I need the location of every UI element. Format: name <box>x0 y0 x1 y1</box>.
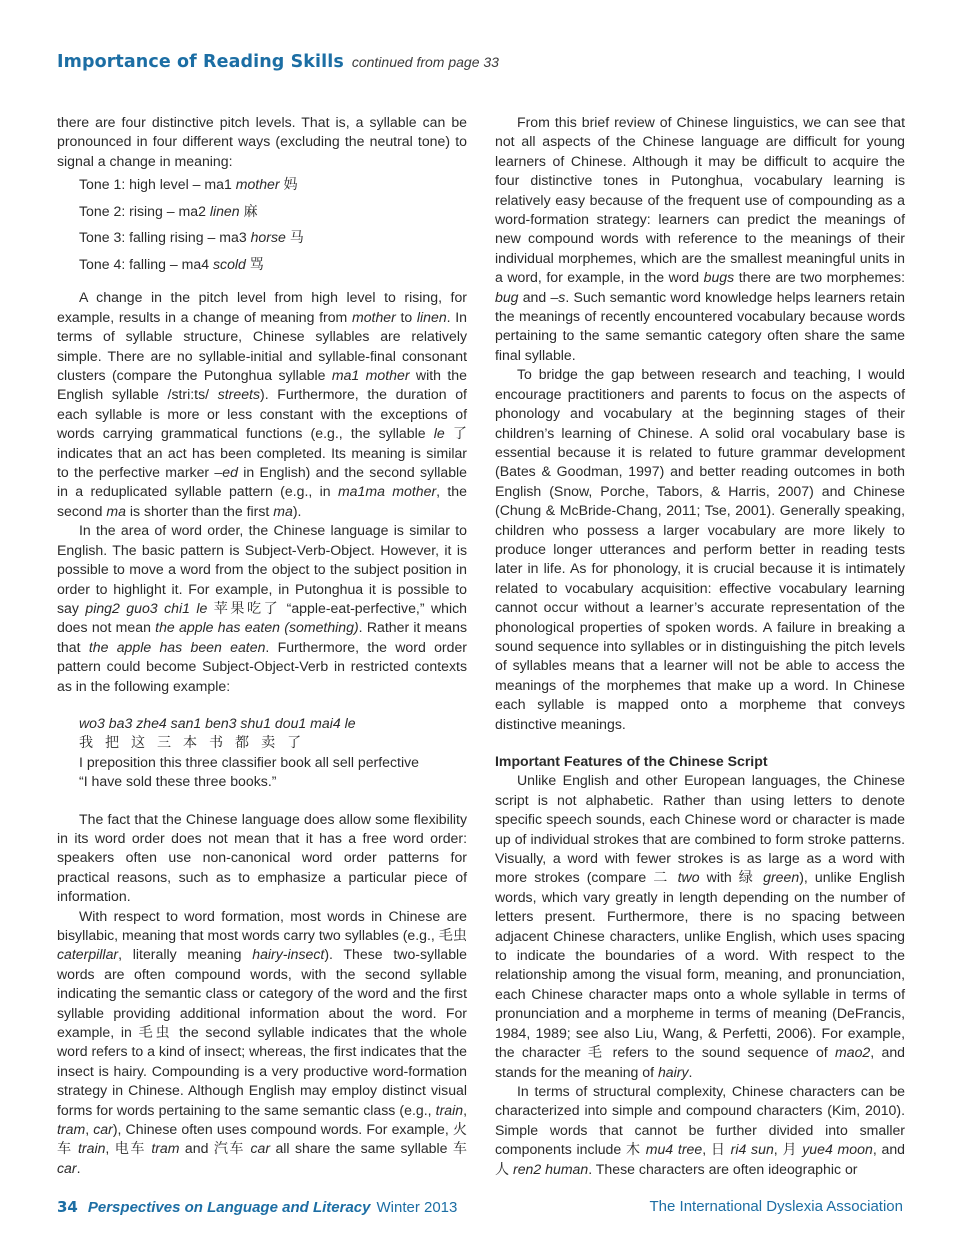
tone-list <box>57 175 467 274</box>
paragraph-bridge: To bridge the gap between research and teaching, I would encourage practitioners and parents to focus on the aspects of phonology and vocabulary at the beginning stages of their children’s learning of Chinese. A solid oral vocabulary base is essential because it is related to future grammar development (Bates & Goodman, 1997) and better reading outcomes in both English (Snow, Porche, Tabors, & Harris, 2007) and Chinese (Chung & McBride-Chang, 2011; Tse, 2001). Generally speaking, children who possess a larger vocabulary are more likely to produce longer utterances and perform better in reading tests later in life. As for phonology, it is crucial because it is intimately related to vocabulary acquisition: effective vocabulary learning cannot occur without a learner’s accurate representation of the phonological properties of spoken words. A failure in breaking a sound sequence into syllables or in distinguishing the pitch levels of syllables means that a learner will not be able to access the meanings of the morphemes that make up a word. In Chinese each syllable is mapped onto a morpheme that conveys distinctive meanings. <box>495 366 905 732</box>
paragraph-review: From this brief review of Chinese linguistics, we can see that not all aspects of the Chinese language are difficult for young learners of Chinese. Although it may be difficult to acquire the four distinctive tones in Putonghua, vocabulary learning is relatively easy because of the frequent use of compounding as a word-formation strategy: learners can predict the meanings of new compound words with reference to the meanings of their individual morphemes, which are the smallest meaningful units in a word, for example, in the word bugs there are two morphemes: bug and –s. Such semantic word knowledge helps learners retain the meanings of recently encountered vocabulary because words pertaining to the same semantic category often share the same final syllable. <box>495 114 905 363</box>
paragraph-intro: there are four distinctive pitch levels. That is, a syllable can be pronounced in four different ways (excluding the neutral tone) to signal a change in meaning: <box>57 114 467 169</box>
paragraph-pitch: A change in the pitch level from high level to rising, for example, results in a change of meaning from mother to linen. In terms of syllable structure, Chinese syllables are relatively simple. There are no syllable-initial and syllable-final consonant clusters (compare the Putonghua syllable ma1 mother with the English syllable /stri:ts/ streets). Furthermore, the duration of each syllable is more or less constant with the exceptions of words carrying grammatical functions (e.g., the syllable le 了 indicates that an act has been completed. Its meaning is similar to the perfective marker –ed in English) and the second syllable in a reduplicated syllable pattern (e.g., in ma1ma mother, the second ma is shorter than the first ma). <box>57 289 468 519</box>
tone-item <box>79 202 467 221</box>
paragraph-word-order: In the area of word order, the Chinese language is similar to English. The basic pattern is Subject-Verb-Object. However, it is possible to move a word from the object to the subject position in order to highlight it. For example, in Putonghua it is possible to say ping2 guo3 chi1 le 苹果吃了 “apple-eat-perfective,” which does not mean the apple has eaten (something). Rather it means that the apple has been eaten. Furthermore, the word order pattern could become Subject-Object-Verb in restricted contexts as in the following example: <box>57 522 467 694</box>
tone-text: Tone 3: falling rising – ma3 <box>79 229 251 246</box>
tone-item <box>79 228 467 247</box>
right-column <box>495 113 905 1179</box>
tone-item <box>79 255 467 274</box>
journal-name: Perspectives on Language and Literacy <box>87 1199 371 1216</box>
continued-note: continued from page 33 <box>351 54 499 70</box>
left-column <box>57 113 467 1178</box>
tone-item <box>79 175 467 194</box>
organization-name: The International Dyslexia Association <box>649 1198 903 1215</box>
section-heading: Important Features of the Chinese Script <box>495 753 768 769</box>
example-sentence <box>79 714 467 792</box>
tone-text: Tone 2: rising – ma2 <box>79 202 210 219</box>
tone-text: Tone 1: high level – ma1 <box>79 176 236 193</box>
example-pinyin: wo3 ba3 zhe4 san1 ben3 shu1 dou1 mai4 le <box>79 714 356 731</box>
article-title: Importance of Reading Skills <box>57 52 344 72</box>
tone-char: 麻 <box>239 202 258 219</box>
tone-gloss: horse <box>250 229 286 246</box>
page-header <box>57 52 917 72</box>
tone-text: Tone 4: falling – ma4 <box>79 256 213 272</box>
paragraph-flexibility: The fact that the Chinese language does allow some flexibility in its word order does not mean that it has a free word order: speakers often use non-canonical word order patterns for practical reasons, such as to emphasize a particular piece of information. <box>57 810 467 905</box>
example-translation: “I have sold these three books.” <box>79 773 277 790</box>
paragraph-complexity: In terms of structural complexity, Chinese characters can be characterized into simple and compound characters (Kim, 2010). Simple words that cannot be further divided into smaller components include 木 mu4 tree, 日 ri4 sun, 月 yue4 moon, and 人 ren2 human. These characters are often ideographic or <box>495 1082 906 1177</box>
example-gloss: I preposition this three classifier book all sell perfective <box>79 753 419 770</box>
paragraph-word-formation: With respect to word formation, most words in Chinese are bisyllabic, meaning that most words carry two syllables (e.g., 毛虫 caterpillar, literally meaning hairy-insect). These two-syllable words are often compound words, with the second syllable indicating the semantic class or category of the word and the first syllable providing additional information about the word. For example, in 毛虫 the second syllable indicates that the whole word refers to a kind of insect; whereas, the first indicates that the insect is hairy. Compounding is a very productive word-formation strategy in Chinese. Although English may employ distinct visual forms for words pertaining to the same semantic class (e.g., train, tram, car), Chinese often uses compound words. For example, 火车 train, 电车 tram and 汽车 car all share the same syllable 车 car. <box>57 907 467 1176</box>
tone-gloss: mother <box>235 176 280 193</box>
tone-gloss: scold <box>212 256 246 272</box>
tone-gloss: linen <box>209 202 240 219</box>
page-number: 34 <box>57 1198 78 1216</box>
tone-char: 妈 <box>279 176 298 193</box>
paragraph-script: Unlike English and other European languages, the Chinese script is not alphabetic. Rather than using letters to denote specific speech sounds, each Chinese word or character is made up of individual strokes that are combined to form stroke patterns. Visually, a word with fewer strokes is as large as a word with more strokes (compare 二 two with 绿 green), unlike English words, which vary greatly in length depending on the number of letters present. Furthermore, there is no spacing between adjacent Chinese characters, unlike English, which uses spacing to indicate the boundaries of a word. With respect to the relationship among the visual form, meaning, and pronunciation, each Chinese character maps onto a whole syllable in terms of pronunciation and a morpheme in terms of meaning (DeFrancis, 1984, 1989; see also Liu, Wang, & Perfetti, 2006). For example, the character 毛 refers to the sound sequence of mao2, and stands for the meaning of hairy. <box>495 772 906 1080</box>
example-hanzi: 我 把 这 三 本 书 都 卖 了 <box>79 734 306 751</box>
tone-char: 骂 <box>245 256 264 272</box>
tone-char: 马 <box>285 229 304 246</box>
page-footer <box>57 1198 903 1220</box>
issue-date: Winter 2013 <box>376 1199 458 1216</box>
